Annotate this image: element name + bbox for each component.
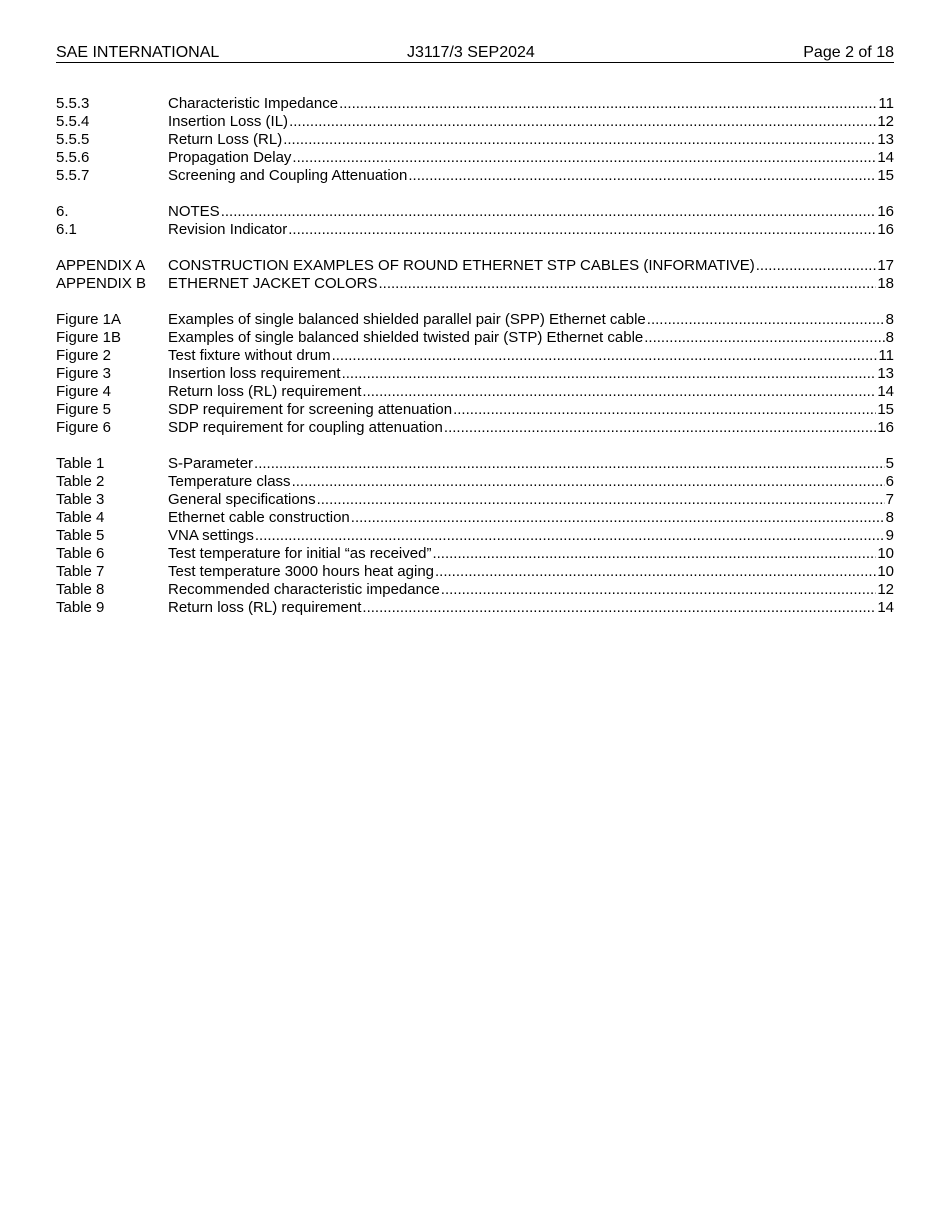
- toc-entry-page: 11: [878, 347, 894, 364]
- toc-entry-title: CONSTRUCTION EXAMPLES OF ROUND ETHERNET STP CABLES (INFORMATIVE): [168, 257, 755, 274]
- toc-entry[interactable]: [56, 203, 894, 221]
- toc-entry-label: Figure 1B: [56, 329, 122, 346]
- toc-entry-title: S-Parameter: [168, 455, 254, 472]
- header-page-number: Page 2 of 18: [803, 44, 894, 61]
- toc-dot-leader: [432, 545, 876, 563]
- toc-entry-title: NOTES: [168, 203, 220, 220]
- toc-entry-title: Return loss (RL) requirement: [168, 383, 362, 400]
- toc-entry-title: Screening and Coupling Attenuation: [168, 167, 408, 184]
- toc-dot-leader: [342, 365, 877, 383]
- toc-entry[interactable]: [56, 401, 894, 419]
- toc-entry-label: Figure 2: [56, 347, 112, 364]
- header-organization: SAE INTERNATIONAL: [56, 44, 220, 61]
- toc-entry[interactable]: [56, 473, 894, 491]
- toc-entry[interactable]: [56, 527, 894, 545]
- toc-entry[interactable]: [56, 329, 894, 347]
- toc-dot-leader: [339, 95, 877, 113]
- page-header: [56, 44, 894, 63]
- toc-entry-title: SDP requirement for screening attenuation: [168, 401, 453, 418]
- toc-entry-page: 14: [877, 149, 894, 166]
- toc-entry[interactable]: [56, 491, 894, 509]
- toc-entry-page: 8: [885, 311, 894, 328]
- toc-entry[interactable]: [56, 383, 894, 401]
- toc-dot-leader: [362, 383, 876, 401]
- toc-entry-title: ETHERNET JACKET COLORS: [168, 275, 378, 292]
- toc-dot-leader: [351, 509, 885, 527]
- toc-entry-page: 9: [885, 527, 894, 544]
- toc-entry-label: Table 1: [56, 455, 105, 472]
- toc-entry-title: Examples of single balanced shielded twisted pair (STP) Ethernet cable: [168, 329, 644, 346]
- toc-entry-label: Figure 1A: [56, 311, 122, 328]
- toc-entry[interactable]: [56, 131, 894, 149]
- toc-entry-page: 18: [877, 275, 894, 292]
- toc-dot-leader: [379, 275, 877, 293]
- toc-entry-page: 11: [878, 95, 894, 112]
- toc-entry[interactable]: [56, 167, 894, 185]
- toc-entry-page: 8: [885, 329, 894, 346]
- toc-dot-leader: [254, 455, 885, 473]
- toc-entry-label: Table 4: [56, 509, 105, 526]
- toc-entry[interactable]: [56, 149, 894, 167]
- toc-dot-leader: [441, 581, 877, 599]
- toc-entry-title: Return Loss (RL): [168, 131, 283, 148]
- toc-entry[interactable]: [56, 455, 894, 473]
- toc-entry-label: Table 3: [56, 491, 105, 508]
- toc-entry-label: 5.5.5: [56, 131, 90, 148]
- toc-entry-page: 6: [885, 473, 894, 490]
- toc-entry-page: 14: [877, 599, 894, 616]
- toc-group-appendices: [56, 257, 894, 293]
- toc-entry-page: 10: [877, 563, 894, 580]
- toc-entry-page: 15: [877, 401, 894, 418]
- toc-entry-title: Test temperature for initial “as received”: [168, 545, 432, 562]
- toc-entry-label: APPENDIX B: [56, 275, 147, 292]
- toc-entry-title: Test temperature 3000 hours heat aging: [168, 563, 435, 580]
- toc-entry[interactable]: [56, 221, 894, 239]
- toc-dot-leader: [756, 257, 877, 275]
- toc-entry-label: 6.: [56, 203, 69, 220]
- toc-entry-title: Ethernet cable construction: [168, 509, 350, 526]
- toc-dot-leader: [408, 167, 876, 185]
- toc-entry[interactable]: [56, 419, 894, 437]
- toc-entry-page: 16: [877, 203, 894, 220]
- toc-entry[interactable]: [56, 257, 894, 275]
- toc-entry[interactable]: [56, 95, 894, 113]
- toc-dot-leader: [317, 491, 885, 509]
- toc-entry-page: 16: [877, 221, 894, 238]
- toc-entry-label: Table 6: [56, 545, 105, 562]
- toc-entry[interactable]: [56, 599, 894, 617]
- toc-entry[interactable]: [56, 113, 894, 131]
- toc-entry-title: Insertion Loss (IL): [168, 113, 289, 130]
- toc-entry-title: VNA settings: [168, 527, 254, 544]
- toc-entry-page: 13: [877, 365, 894, 382]
- toc-entry[interactable]: [56, 365, 894, 383]
- header-document-id: J3117/3 SEP2024: [407, 44, 535, 61]
- toc-entry[interactable]: [56, 509, 894, 527]
- table-of-contents: [56, 95, 894, 635]
- toc-entry-label: 5.5.4: [56, 113, 90, 130]
- toc-entry-label: 5.5.3: [56, 95, 90, 112]
- toc-entry-label: Table 5: [56, 527, 105, 544]
- toc-entry-page: 16: [877, 419, 894, 436]
- toc-dot-leader: [283, 131, 876, 149]
- toc-entry-title: Characteristic Impedance: [168, 95, 339, 112]
- toc-entry-label: Figure 4: [56, 383, 112, 400]
- toc-entry-label: Table 2: [56, 473, 105, 490]
- toc-entry-page: 12: [877, 113, 894, 130]
- toc-entry-label: APPENDIX A: [56, 257, 146, 274]
- toc-dot-leader: [292, 149, 876, 167]
- toc-entry[interactable]: [56, 545, 894, 563]
- toc-entry[interactable]: [56, 311, 894, 329]
- toc-entry-label: Figure 6: [56, 419, 112, 436]
- toc-entry-title: Test fixture without drum: [168, 347, 331, 364]
- toc-entry-label: 5.5.7: [56, 167, 90, 184]
- toc-entry-title: Propagation Delay: [168, 149, 292, 166]
- toc-entry-page: 17: [877, 257, 894, 274]
- toc-dot-leader: [647, 311, 885, 329]
- toc-group-figures: [56, 311, 894, 437]
- toc-entry-title: Temperature class: [168, 473, 291, 490]
- toc-dot-leader: [332, 347, 878, 365]
- toc-dot-leader: [288, 221, 876, 239]
- toc-entry-page: 7: [885, 491, 894, 508]
- toc-dot-leader: [221, 203, 877, 221]
- toc-entry-label: Table 7: [56, 563, 105, 580]
- toc-group-tables: [56, 455, 894, 617]
- toc-dot-leader: [444, 419, 876, 437]
- toc-entry-title: Insertion loss requirement: [168, 365, 341, 382]
- toc-group-notes: [56, 203, 894, 239]
- toc-entry[interactable]: [56, 347, 894, 365]
- toc-dot-leader: [644, 329, 884, 347]
- toc-entry-page: 10: [877, 545, 894, 562]
- toc-entry-title: Revision Indicator: [168, 221, 288, 238]
- toc-entry-label: Figure 5: [56, 401, 112, 418]
- toc-entry[interactable]: [56, 275, 894, 293]
- toc-entry-label: Figure 3: [56, 365, 112, 382]
- toc-entry-page: 13: [877, 131, 894, 148]
- toc-entry-label: Table 8: [56, 581, 105, 598]
- toc-entry-title: Return loss (RL) requirement: [168, 599, 362, 616]
- toc-dot-leader: [435, 563, 876, 581]
- toc-dot-leader: [362, 599, 876, 617]
- toc-entry-title: General specifications: [168, 491, 316, 508]
- toc-entry-title: Recommended characteristic impedance: [168, 581, 440, 598]
- toc-dot-leader: [292, 473, 885, 491]
- toc-entry-page: 14: [877, 383, 894, 400]
- toc-dot-leader: [453, 401, 876, 419]
- toc-entry-page: 15: [877, 167, 894, 184]
- toc-entry-page: 8: [885, 509, 894, 526]
- toc-entry-page: 5: [885, 455, 894, 472]
- toc-entry-title: SDP requirement for coupling attenuation: [168, 419, 443, 436]
- toc-dot-leader: [289, 113, 876, 131]
- toc-entry-label: 6.1: [56, 221, 77, 238]
- toc-entry-label: Table 9: [56, 599, 105, 616]
- toc-entry-title: Examples of single balanced shielded parallel pair (SPP) Ethernet cable: [168, 311, 646, 328]
- toc-entry[interactable]: [56, 581, 894, 599]
- toc-entry-page: 12: [877, 581, 894, 598]
- toc-entry[interactable]: [56, 563, 894, 581]
- toc-dot-leader: [255, 527, 885, 545]
- toc-group-sections: [56, 95, 894, 185]
- toc-entry-label: 5.5.6: [56, 149, 90, 166]
